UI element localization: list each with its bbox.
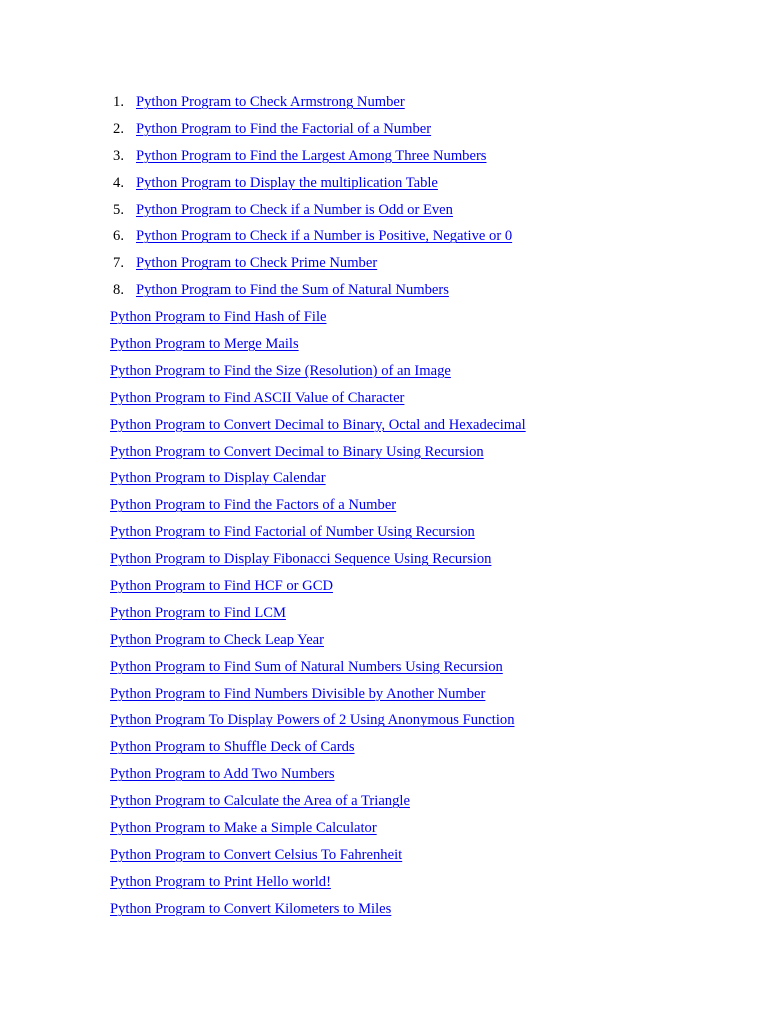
list-item (110, 494, 730, 521)
list-item (110, 817, 730, 844)
link-sum-natural-recursion[interactable]: Python Program to Find Sum of Natural Numbers Using Recursion (110, 658, 503, 675)
link-factorial-recursion[interactable]: Python Program to Find Factorial of Number Using Recursion (110, 524, 475, 541)
link-fibonacci-recursion[interactable]: Python Program to Display Fibonacci Sequence Using Recursion (110, 551, 492, 568)
numbered-list-item (110, 252, 730, 279)
link-decimal-to-binary-recursion[interactable]: Python Program to Convert Decimal to Binary Using Recursion (110, 443, 484, 460)
numbered-link-list (110, 91, 730, 306)
list-item (110, 387, 730, 414)
list-item (110, 709, 730, 736)
list-number: 8. (113, 282, 124, 299)
list-item (110, 736, 730, 763)
link-display-calendar[interactable]: Python Program to Display Calendar (110, 470, 326, 487)
list-item (110, 871, 730, 898)
link-ascii-value[interactable]: Python Program to Find ASCII Value of Character (110, 389, 405, 406)
link-powers-of-two[interactable]: Python Program To Display Powers of 2 Using Anonymous Function (110, 712, 515, 729)
list-item (110, 844, 730, 871)
link-leap-year[interactable]: Python Program to Check Leap Year (110, 631, 325, 648)
numbered-list-item (110, 199, 730, 226)
numbered-list-item (110, 145, 730, 172)
list-number: 6. (113, 228, 124, 245)
link-largest-among-three[interactable]: Python Program to Find the Largest Among Three Numbers (136, 147, 487, 164)
link-hcf-gcd[interactable]: Python Program to Find HCF or GCD (110, 578, 333, 595)
numbered-list-item (110, 118, 730, 145)
link-add-two-numbers[interactable]: Python Program to Add Two Numbers (110, 766, 335, 783)
numbered-list-item (110, 225, 730, 252)
list-item (110, 629, 730, 656)
link-numbers-divisible[interactable]: Python Program to Find Numbers Divisible by Another Number (110, 685, 486, 702)
list-number: 4. (113, 174, 124, 191)
numbered-list-item (110, 172, 730, 199)
link-merge-mails[interactable]: Python Program to Merge Mails (110, 336, 299, 353)
link-hash-of-file[interactable]: Python Program to Find Hash of File (110, 309, 327, 326)
list-number: 1. (113, 94, 124, 110)
list-number: 2. (113, 120, 124, 137)
link-odd-or-even[interactable]: Python Program to Check if a Number is Odd or Even (136, 201, 453, 218)
link-image-size[interactable]: Python Program to Find the Size (Resolution) of an Image (110, 362, 451, 379)
list-item (110, 521, 730, 548)
list-item (110, 790, 730, 817)
list-item (110, 656, 730, 683)
list-item (110, 575, 730, 602)
numbered-list-item (110, 279, 730, 306)
list-item (110, 763, 730, 790)
list-number: 3. (113, 147, 124, 164)
link-multiplication-table[interactable]: Python Program to Display the multiplication Table (136, 174, 438, 191)
link-sum-natural-numbers[interactable]: Python Program to Find the Sum of Natural Numbers (136, 282, 449, 299)
link-simple-calculator[interactable]: Python Program to Make a Simple Calculator (110, 820, 377, 837)
document-content (110, 91, 730, 925)
list-item (110, 306, 730, 333)
link-decimal-to-binary-octal-hex[interactable]: Python Program to Convert Decimal to Binary, Octal and Hexadecimal (110, 416, 526, 433)
link-check-armstrong-number[interactable]: Python Program to Check Armstrong Number (136, 94, 405, 110)
list-item (110, 602, 730, 629)
link-factors-of-number[interactable]: Python Program to Find the Factors of a Number (110, 497, 397, 514)
list-item (110, 360, 730, 387)
link-hello-world[interactable]: Python Program to Print Hello world! (110, 873, 331, 890)
list-item (110, 898, 730, 925)
list-item (110, 683, 730, 710)
list-number: 5. (113, 201, 124, 218)
link-positive-negative-zero[interactable]: Python Program to Check if a Number is Positive, Negative or 0 (136, 228, 513, 245)
list-item (110, 414, 730, 441)
numbered-list-item (110, 91, 730, 118)
list-item (110, 467, 730, 494)
plain-link-list (110, 306, 730, 924)
link-factorial-of-number[interactable]: Python Program to Find the Factorial of a Number (136, 120, 432, 137)
list-item (110, 548, 730, 575)
link-check-prime-number[interactable]: Python Program to Check Prime Number (136, 255, 378, 272)
list-item (110, 441, 730, 468)
list-item (110, 333, 730, 360)
link-kilometers-to-miles[interactable]: Python Program to Convert Kilometers to Miles (110, 900, 392, 917)
link-shuffle-deck[interactable]: Python Program to Shuffle Deck of Cards (110, 739, 355, 756)
list-number: 7. (113, 255, 124, 272)
link-lcm[interactable]: Python Program to Find LCM (110, 604, 286, 621)
link-celsius-to-fahrenheit[interactable]: Python Program to Convert Celsius To Fahrenheit (110, 846, 403, 863)
link-area-of-triangle[interactable]: Python Program to Calculate the Area of a Triangle (110, 793, 410, 810)
